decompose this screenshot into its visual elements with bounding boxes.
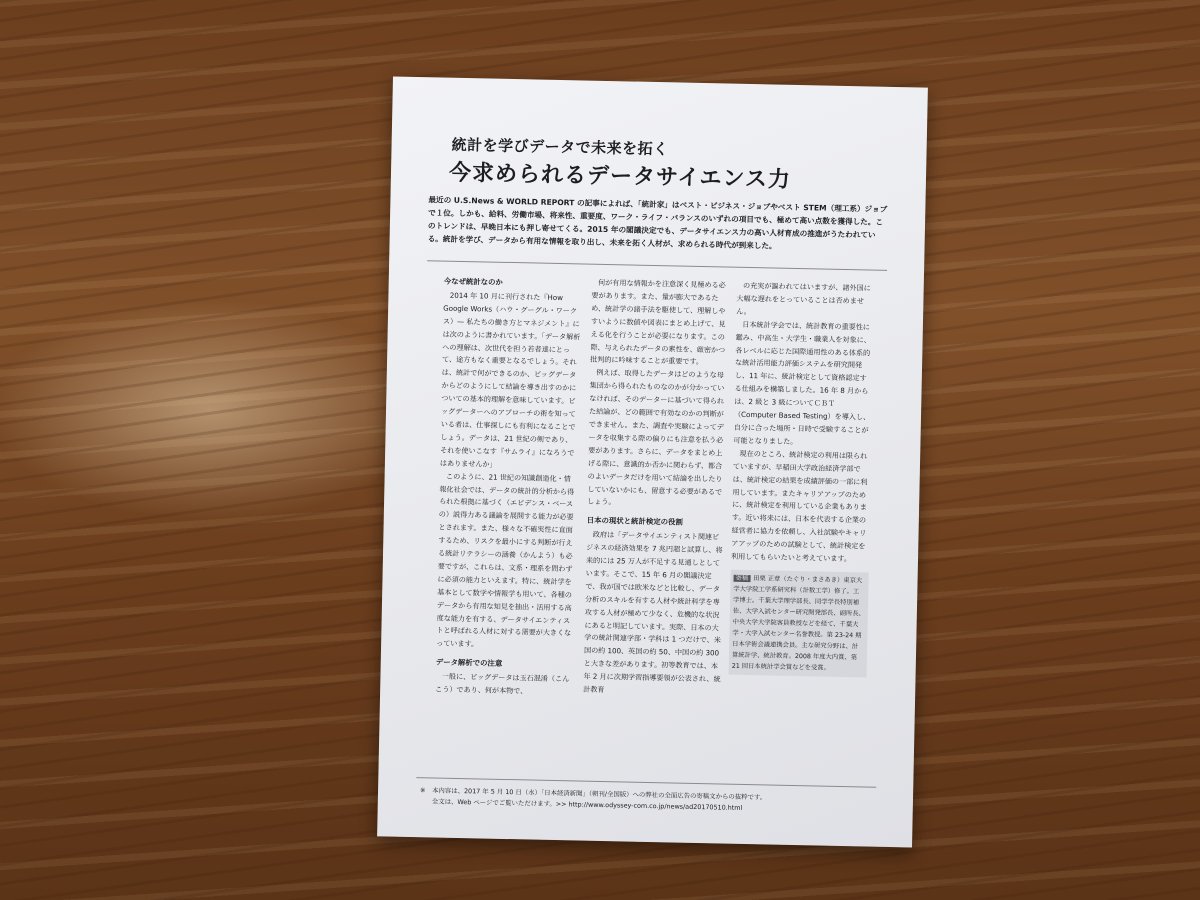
paragraph: の充実が謳われてはいますが、諸外国に大幅な遅れをとっていることは否めません。 bbox=[736, 280, 871, 316]
footnote-line-2: 全文は、Web ページでご覧いただけます。>> http://www.odyssey-com.co.jp/news/ad20170510.html bbox=[431, 797, 743, 812]
section-heading-japan-status: 日本の現状と統計検定の役割 bbox=[586, 515, 683, 527]
paragraph: 何が有用な情報かを注意深く見極める必要があります。また、量が膨大であるため、統計学の諸手法を駆使して、理解しやすいように数値や図表にまとめ上げて、見える化を行うことが必要になります。この際、与えられたデータの素性を、厳密かつ批判的に吟味することが重要です。 bbox=[590, 277, 726, 367]
paragraph: このように、21 世紀の知識創造化・情報化社会では、データの統計的分析から得られた根拠に基づく（エビデンス・ベースの）説得力ある議論を展開する能力が必要とされます。また、様々な不確実性に直面するため、リスクを最小にする判断が行える統計リテラシーの涵養（かんよう）も必要ですが、これらは、文系・理系を問わずに必須の能力といえます。特に、統計学を基本として数学や情報学も用いて、各種のデータから有用な知見を抽出・活用する高度な能力を有する、データサイエンティストと呼ばれる人材に対する需要が大きくなっています。 bbox=[436, 471, 575, 649]
contributor-badge: 寄稿 bbox=[735, 574, 749, 582]
article-title: 今求められるデータサイエンス力 bbox=[448, 160, 792, 193]
paragraph: 政府は「データサイエンティスト関連ビジネスの経済効果を 7 兆円超と試算し、将来的には 25 万人が不足する見通しとしています。そこで、15 年 6 月の閣議決定で、我が国では欧米などと比較し、データ分析のスキルを有する人材や統計科学を専攻する人材が極めて少なく、危機的な状況にあると明記しています。実際、日本の大学の統計関連学部・学科は 1 つだけで、米国の約 100、英国の約 50、中国の約 300 と大きな差があります。初等教育では、本年 2 月に次期学習指導要領が公表され、統計教育 bbox=[583, 529, 723, 695]
section-heading-data-analysis-caution: データ解析での注意 bbox=[435, 657, 503, 669]
column-2 bbox=[583, 277, 730, 700]
paragraph: 一般に、ビッグデータは玉石混淆（こんこう）であり、何が本物で、 bbox=[435, 671, 570, 696]
section-heading-why-statistics: 今なぜ統計なのか bbox=[443, 276, 503, 287]
document-sheet bbox=[377, 76, 928, 847]
lead-paragraph: 最近の U.S.News & WORLD REPORT の記事によれば、「統計家」はベスト・ビジネス・ジョブやベスト STEM（理工系）ジョブで１位。しかも、給料、労働市場、将来性、重要度、ワーク・ライフ・バランスのいずれの項目でも、極めて高い点数を獲得した。このトレンドは、早晩日本にも押し寄せてくる。2015 年の閣議決定でも、データサイエンス力の高い人材育成の推進がうたわれている。統計を学び、データから有用な情報を取り出し、未来を拓く人材が、求められる時代が到来した。 bbox=[427, 195, 888, 251]
footnote-mark: ※ bbox=[419, 786, 426, 795]
contributor-bio: 田栗 正章（たぐり・まさあき）東京大学大学院工学系研究科（計数工学）修了。工学博士。千葉大学理学部長、同学学長特別補佐、大学入試センター研究開発部長、副所長、中央大学大学院客員教授などを経て、千葉大学・大学入試センター名誉教授。第 23-24 期日本学術会議連携会員。主な研究分野は、計算統計学、統計教育。2008 年度大内賞、第 21 回日本統計学会賞などを受賞。 bbox=[731, 575, 865, 672]
top-divider bbox=[427, 260, 887, 271]
article-subtitle: 統計を学びデータで未来を拓く bbox=[451, 135, 669, 159]
footnote-line-1: 本内容は、2017 年 5 月 10 日（水）「日本経済新聞」（朝刊/全国版）への弊社の全面広告の寄稿文からの抜粋です。 bbox=[431, 786, 767, 802]
paragraph: 2014 年 10 月に刊行された『How Google Works（ハウ・グーグル・ワークス）— 私たちの働き方とマネジメント』には次のように書かれています。「データ解析への理解は、次世代を担う若者達にとって、途方もなく重要となるでしょう。それは、統計で何ができるのか、ビッグデータからどのようにして結論を導き出すのかについての基本的理解を意味しています。ビッグデーターへのアプローチの術を知っている者は、仕事探しにも有利になることでしょう。データは、21 世紀の剣であり、それを使いこなす『サムライ』になろうではありませんか」 bbox=[439, 290, 581, 469]
column-1 bbox=[435, 274, 582, 700]
footnote bbox=[420, 785, 880, 817]
paragraph: 日本統計学会では、統計教育の重要性に鑑み、中高生・大学生・職業人を対象に、各レベルに応じた国際通用性のある体系的な統計活用能力評価システムを研究開発し、11 年に、統計検定として資格認定する仕組みを構築しました。16 年 8 月からは、2 級と 3 級についてＣＢＴ（Computer Based Testing）を導入し、自分に合った場所・日時で受験することが可能となりました。 bbox=[733, 319, 871, 446]
paragraph: 例えば、取得したデータはどのような母集団から得られたものなのかが分かっていなければ、そのデーターに基づいて得られた結論が、どの範囲で有効なのかの判断ができません。また、調査や実験によってデータを収集する際の偏りにも注意を払う必要があります。さらに、データをまとめ上げる際に、意識的か否かに関わらず、都合のよいデータだけを用いて結論を出したりしていないかにも、留意する必要があるでしょう。 bbox=[587, 368, 725, 507]
paragraph: 現在のところ、統計検定の利用は限られていますが、早稲田大学政治経済学部では、統計検定の結果を成績評価の一部に利用しています。またキャリアアップのために、統計検定を利用している企業もあります。近い将来には、日本を代表する企業の経営者に協力を依頼し、入社試験やキャリアアップのための試験として、統計検定を利用してもらいたいと考えています。 bbox=[730, 448, 868, 564]
column-3 bbox=[729, 280, 875, 678]
contributor-box bbox=[729, 570, 869, 678]
